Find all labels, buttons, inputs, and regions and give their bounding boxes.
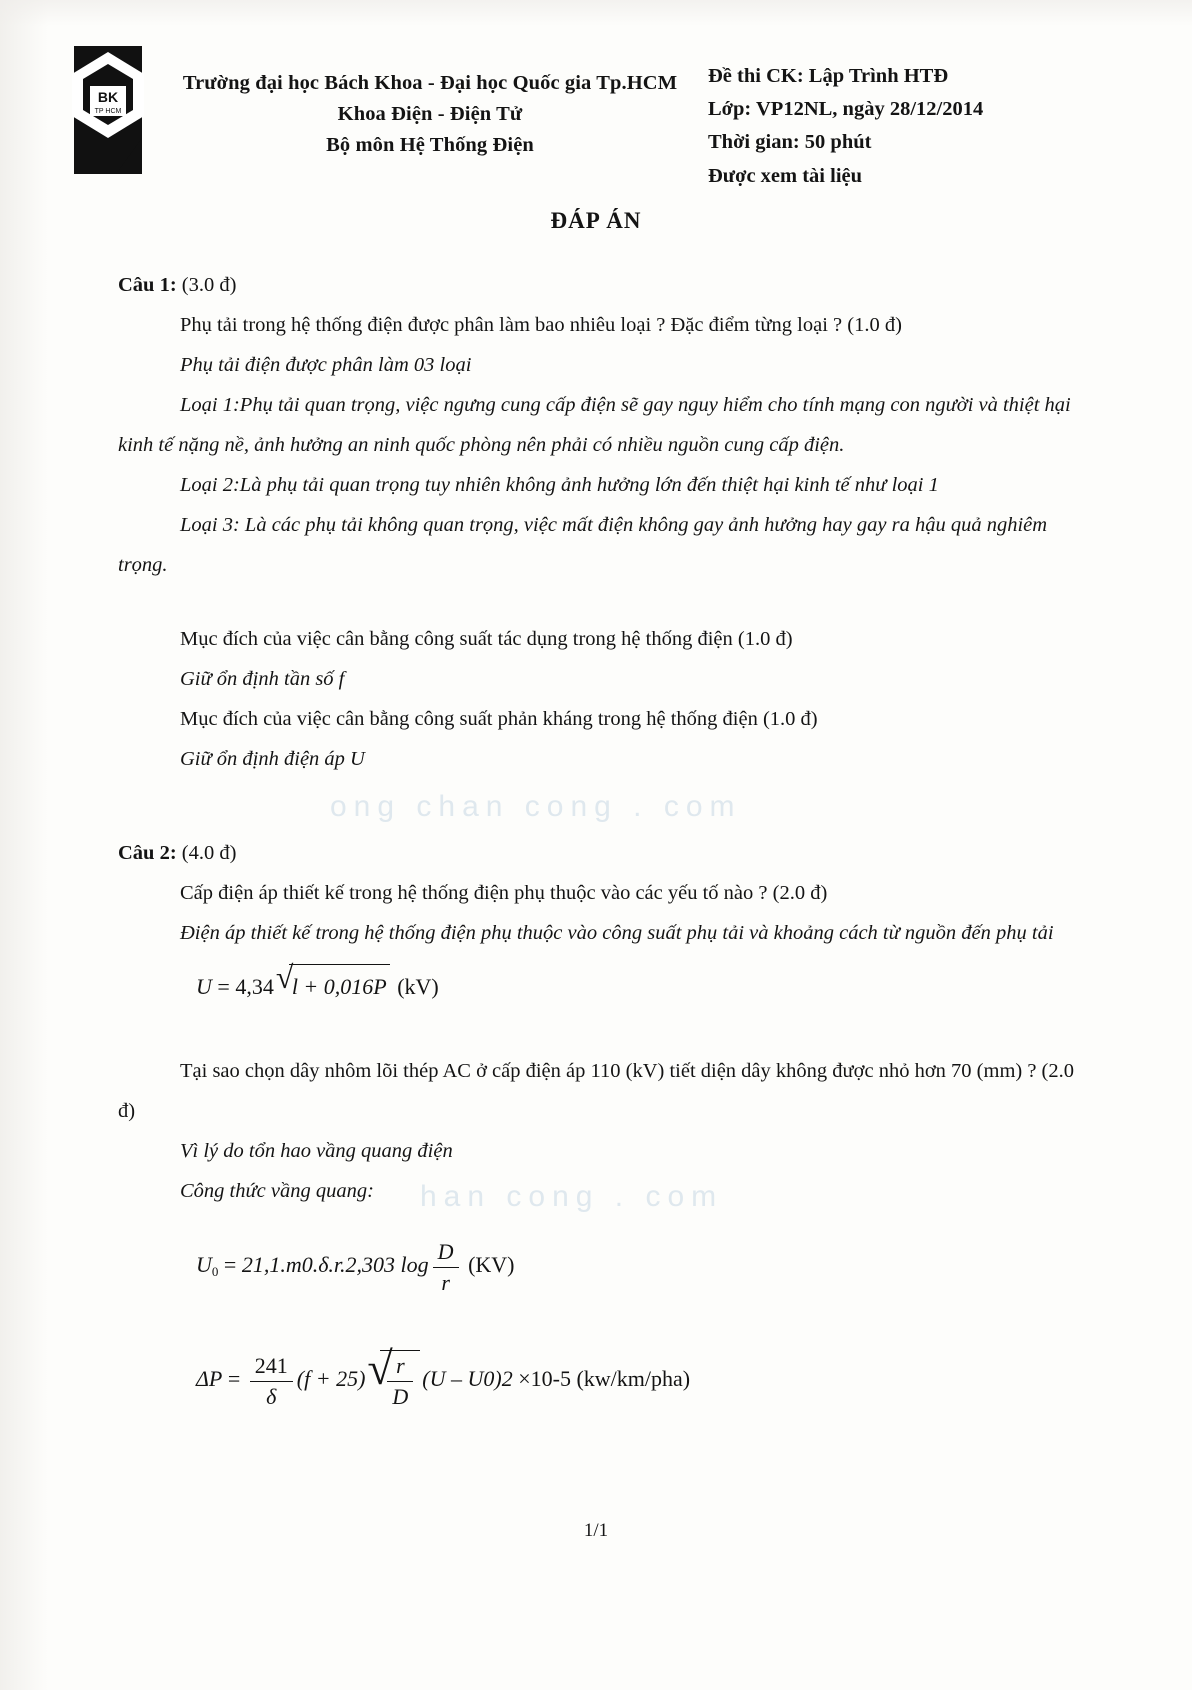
question-2-prompt-1: Cấp điện áp thiết kế trong hệ thống điện phụ thuộc vào các yếu tố nào ? (2.0 đ) <box>180 881 828 904</box>
question-1-answer-3: Giữ ổn định điện áp U <box>180 747 365 770</box>
page-title: ĐÁP ÁN <box>550 208 642 233</box>
question-1-loai-3: Loại 3: Là các phụ tải không quan trọng, việc mất điện không gay ảnh hưởng hay gay ra hậu quả nghiêm trọng. <box>118 513 1048 576</box>
formula3-lhs: ΔP <box>196 1366 223 1392</box>
school-line-1: Trường đại học Bách Khoa - Đại học Quốc gia Tp.HCM <box>182 72 678 94</box>
formula3-radical-body <box>380 1350 420 1410</box>
question-1-loai-2: Loại 2:Là phụ tải quan trọng tuy nhiên không ảnh hưởng lớn đến thiệt hại kinh tế như loại 1 <box>180 473 939 496</box>
svg-text:BK: BK <box>97 89 119 105</box>
formula3-inner-fraction <box>387 1352 413 1410</box>
spacer <box>118 1306 1078 1340</box>
formula-corona-loss <box>118 1350 1078 1410</box>
question-2-label: Câu 2: <box>118 841 177 864</box>
question-1-heading <box>118 266 1078 306</box>
formula3-radical <box>367 1350 420 1410</box>
question-2-answer-2a: Vì lý do tổn hao vầng quang điện <box>180 1140 453 1163</box>
formula-corona-voltage <box>118 1238 1078 1296</box>
formula2-frac-num: D <box>433 1238 459 1268</box>
formula3-term-2: (U – U0)2 <box>422 1366 513 1392</box>
formula3-frac-num: 241 <box>250 1352 293 1382</box>
formula1-radicand: l + 0,016P <box>289 964 390 1009</box>
exam-line-2: Lớp: VP12NL, ngày 28/12/2014 <box>708 98 984 121</box>
exam-line-4: Được xem tài liệu <box>708 164 863 187</box>
question-2-heading <box>118 834 1078 874</box>
school-line-3: Bộ môn Hệ Thống Điện <box>326 133 534 156</box>
formula3-fraction <box>250 1352 293 1410</box>
question-2-answer-1: Điện áp thiết kế trong hệ thống điện phụ thuộc vào công suất phụ tải và khoảng cách từ nguồn đến phụ tải <box>180 921 1054 944</box>
formula2-fraction <box>433 1238 459 1296</box>
formula1-radical <box>276 964 390 1009</box>
bk-logo-icon <box>60 42 156 177</box>
spacer <box>118 780 1078 826</box>
formula2-eq: = <box>223 1252 237 1278</box>
svg-text:TP HCM: TP HCM <box>94 108 122 115</box>
question-1-label: Câu 1: <box>118 274 177 296</box>
question-1-prompt-3: Mục đích của việc cân bằng công suất phản kháng trong hệ thống điện (1.0 đ) <box>180 707 818 730</box>
spacer <box>118 1212 1078 1228</box>
formula2-unit: (KV) <box>468 1252 515 1278</box>
document-body <box>118 258 1078 1420</box>
question-1-prompt-1: Phụ tải trong hệ thống điện được phân làm bao nhiêu loại ? Đặc điểm từng loại ? (1.0 đ) <box>180 313 902 336</box>
watermark-line-1: ong chan cong . com <box>330 790 742 823</box>
formula1-eq: = <box>217 973 230 999</box>
question-1-points: (3.0 đ) <box>176 274 237 296</box>
formula3-rad-num: √ r <box>387 1352 413 1382</box>
question-2-points: (4.0 đ) <box>176 841 237 864</box>
formula3-term-3: ×10-5 <box>518 1366 571 1392</box>
question-2-prompt-2: Tại sao chọn dây nhôm lõi thép AC ở cấp điện áp 110 (kV) tiết diện dây không được nhỏ hơn 70 (mm) ? (2.0 đ) <box>118 1060 1075 1123</box>
question-1-answer-intro: Phụ tải điện được phân làm 03 loại <box>180 353 472 376</box>
document-header <box>60 42 1140 193</box>
formula3-term-1: (f + 25) <box>296 1366 366 1392</box>
formula3-eq: = <box>227 1366 241 1392</box>
scan-edge-left <box>0 0 48 1690</box>
formula2-lhs-sub: 0 <box>211 1264 219 1280</box>
exam-line-3: Thời gian: 50 phút <box>708 131 872 154</box>
formula3-frac-den: δ <box>266 1383 277 1409</box>
spacer <box>118 586 1078 620</box>
school-line-2: Khoa Điện - Điện Tử <box>337 102 523 125</box>
formula3-rad-den: D <box>392 1383 409 1409</box>
formula2-body: 21,1.m0.δ.r.2,303 log <box>241 1252 429 1278</box>
university-logo <box>60 42 156 177</box>
formula1-lhs: U <box>196 973 212 999</box>
formula1-unit: (kV) <box>397 973 439 999</box>
page-number: 1/1 <box>583 1520 609 1541</box>
scan-edge-top <box>0 0 1192 26</box>
formula1-coef: 4,34 <box>235 973 274 999</box>
formula-design-voltage <box>118 964 1078 1009</box>
exam-line-1: Đề thi CK: Lập Trình HTĐ <box>708 65 949 87</box>
exam-info <box>690 42 1140 193</box>
question-2-answer-2b: Công thức vầng quang: <box>180 1180 374 1203</box>
question-1-answer-2: Giữ ổn định tần số f <box>180 667 345 690</box>
watermark-line-2: han cong . com <box>420 1180 724 1213</box>
school-info <box>170 42 690 160</box>
formula3-unit: (kw/km/pha) <box>576 1366 691 1392</box>
question-1-prompt-2: Mục đích của việc cân bằng công suất tác dụng trong hệ thống điện (1.0 đ) <box>180 627 793 650</box>
spacer <box>118 1018 1078 1052</box>
formula2-lhs: U <box>196 1252 212 1278</box>
question-1-loai-1: Loại 1:Phụ tải quan trọng, việc ngưng cung cấp điện sẽ gay nguy hiểm cho tính mạng con người và thiệt hại kinh tế nặng nề, ảnh hưởng an ninh quốc phòng nên phải có nhiều nguồn cung cấp điện. <box>118 393 1071 456</box>
formula2-frac-den: r <box>441 1269 450 1295</box>
